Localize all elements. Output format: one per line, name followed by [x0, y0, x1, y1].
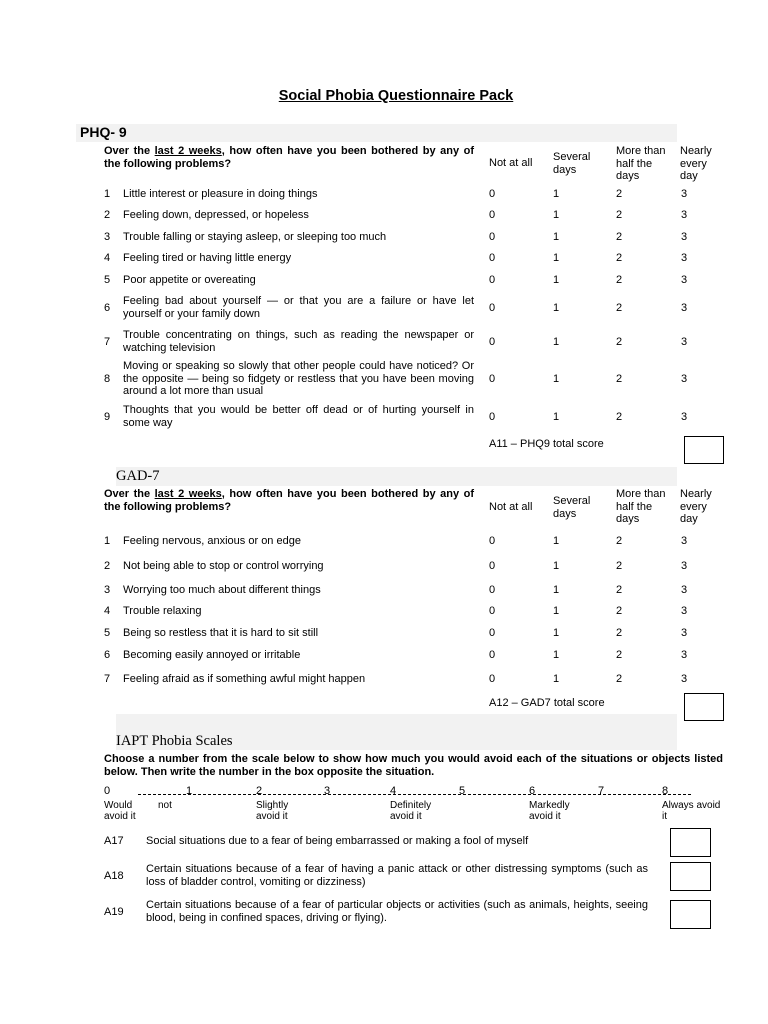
- answer-more-than-half[interactable]: 2: [616, 231, 623, 243]
- question-text: Not being able to stop or control worrying: [123, 560, 324, 572]
- answer-several-days[interactable]: 1: [553, 252, 560, 264]
- question-number: 2: [104, 560, 111, 572]
- scale-number-5: 5: [459, 785, 466, 797]
- phq9-col-nearly-every-day: Nearly every day: [680, 145, 712, 182]
- question-text: Trouble relaxing: [123, 605, 202, 617]
- question-text: Moving or speaking so slowly that other people could have noticed? Or the opposite — being so fidgety or restless that you have been moving around a lot more than usual: [123, 360, 474, 397]
- question-number: 1: [104, 535, 111, 547]
- answer-more-than-half[interactable]: 2: [616, 209, 623, 221]
- phq9-col-more-than-half: More than half the days: [616, 145, 666, 182]
- item-code: A19: [104, 906, 124, 918]
- question-number: 8: [104, 373, 111, 385]
- scale-label-slightly: Slightly avoid it: [256, 800, 289, 822]
- question-text: Poor appetite or overeating: [123, 274, 256, 286]
- answer-nearly-every-day[interactable]: 3: [681, 209, 688, 221]
- answer-several-days[interactable]: 1: [553, 209, 560, 221]
- answer-more-than-half[interactable]: 2: [616, 649, 623, 661]
- answer-nearly-every-day[interactable]: 3: [681, 274, 688, 286]
- answer-more-than-half[interactable]: 2: [616, 336, 623, 348]
- page-title: Social Phobia Questionnaire Pack: [278, 88, 514, 104]
- answer-nearly-every-day[interactable]: 3: [681, 673, 688, 685]
- answer-more-than-half[interactable]: 2: [616, 673, 623, 685]
- answer-more-than-half[interactable]: 2: [616, 605, 623, 617]
- answer-nearly-every-day[interactable]: 3: [681, 373, 688, 385]
- phq9-header-band: [76, 124, 677, 142]
- question-text: Thoughts that you would be better off dead or of hurting yourself in some way: [123, 404, 474, 429]
- question-text: Little interest or pleasure in doing things: [123, 188, 318, 200]
- question-number: 4: [104, 252, 111, 264]
- question-text: Feeling bad about yourself — or that you are a failure or have let yourself or your family down: [123, 295, 474, 320]
- answer-not-at-all[interactable]: 0: [489, 274, 496, 286]
- answer-not-at-all[interactable]: 0: [489, 209, 496, 221]
- answer-nearly-every-day[interactable]: 3: [681, 560, 688, 572]
- question-number: 2: [104, 209, 111, 221]
- iapt-instruction: Choose a number from the scale below to show how much you would avoid each of the situations or objects listed below. Then write the number in the box opposite the situation.: [104, 753, 723, 778]
- item-code: A18: [104, 870, 124, 882]
- iapt-heading: IAPT Phobia Scales: [116, 733, 233, 749]
- item-text: Social situations due to a fear of being embarrassed or making a fool of myself: [146, 835, 529, 847]
- answer-not-at-all[interactable]: 0: [489, 673, 496, 685]
- scale-label-would-avoid: Would avoid it: [104, 800, 136, 822]
- answer-several-days[interactable]: 1: [553, 302, 560, 314]
- scale-dashed-line: [138, 794, 691, 795]
- item-text: Certain situations because of a fear of particular objects or activities (such as animals, heights, seeing blood, being in confined spaces, driving or flying).: [146, 899, 648, 924]
- question-number: 1: [104, 188, 111, 200]
- item-code: A17: [104, 835, 124, 847]
- a17-answer-box[interactable]: [670, 828, 711, 857]
- question-text: Worrying too much about different things: [123, 584, 321, 596]
- answer-not-at-all[interactable]: 0: [489, 584, 496, 596]
- answer-nearly-every-day[interactable]: 3: [681, 627, 688, 639]
- answer-nearly-every-day[interactable]: 3: [681, 535, 688, 547]
- answer-nearly-every-day[interactable]: 3: [681, 188, 688, 200]
- answer-nearly-every-day[interactable]: 3: [681, 649, 688, 661]
- answer-not-at-all[interactable]: 0: [489, 373, 496, 385]
- gad7-total-label: A12 – GAD7 total score: [489, 697, 605, 709]
- answer-more-than-half[interactable]: 2: [616, 274, 623, 286]
- scale-label-markedly: Markedly avoid it: [529, 800, 570, 822]
- gad7-col-more-than-half: More than half the days: [616, 488, 666, 525]
- scale-number-8: 8: [662, 785, 669, 797]
- answer-not-at-all[interactable]: 0: [489, 188, 496, 200]
- answer-more-than-half[interactable]: 2: [616, 627, 623, 639]
- answer-more-than-half[interactable]: 2: [616, 302, 623, 314]
- answer-not-at-all[interactable]: 0: [489, 535, 496, 547]
- answer-more-than-half[interactable]: 2: [616, 411, 623, 423]
- answer-several-days[interactable]: 1: [553, 336, 560, 348]
- scale-label-always: Always avoid it: [662, 800, 721, 822]
- question-number: 3: [104, 584, 111, 596]
- phq9-heading: PHQ- 9: [80, 124, 127, 140]
- answer-more-than-half[interactable]: 2: [616, 188, 623, 200]
- scale-label-not: not: [158, 800, 172, 811]
- answer-several-days[interactable]: 1: [553, 188, 560, 200]
- scale-number-2: 2: [256, 785, 263, 797]
- gad7-total-score-box[interactable]: [684, 693, 724, 721]
- question-number: 6: [104, 649, 111, 661]
- answer-not-at-all[interactable]: 0: [489, 627, 496, 639]
- gad7-col-not-at-all: Not at all: [489, 501, 533, 513]
- answer-nearly-every-day[interactable]: 3: [681, 302, 688, 314]
- scale-number-3: 3: [324, 785, 331, 797]
- answer-not-at-all[interactable]: 0: [489, 252, 496, 264]
- question-text: Being so restless that it is hard to sit still: [123, 627, 319, 639]
- answer-several-days[interactable]: 1: [553, 535, 560, 547]
- answer-not-at-all[interactable]: 0: [489, 649, 496, 661]
- answer-nearly-every-day[interactable]: 3: [681, 605, 688, 617]
- question-text: Feeling nervous, anxious or on edge: [123, 535, 301, 547]
- answer-more-than-half[interactable]: 2: [616, 252, 623, 264]
- answer-not-at-all[interactable]: 0: [489, 231, 496, 243]
- scale-label-definitely: Definitely avoid it: [390, 800, 432, 822]
- scale-number-7: 7: [598, 785, 605, 797]
- answer-several-days[interactable]: 1: [553, 627, 560, 639]
- scale-number-0: 0: [104, 785, 111, 797]
- gad7-col-nearly-every-day: Nearly every day: [680, 488, 712, 525]
- answer-not-at-all[interactable]: 0: [489, 302, 496, 314]
- question-text: Feeling down, depressed, or hopeless: [123, 209, 309, 221]
- answer-not-at-all[interactable]: 0: [489, 605, 496, 617]
- question-text: Feeling afraid as if something awful might happen: [123, 673, 366, 685]
- answer-several-days[interactable]: 1: [553, 673, 560, 685]
- gad7-prompt: Over the last 2 weeks, how often have you been bothered by any of the following problems?: [104, 488, 474, 513]
- question-number: 7: [104, 673, 111, 685]
- question-number: 3: [104, 231, 111, 243]
- question-text: Trouble falling or staying asleep, or sleeping too much: [123, 231, 387, 243]
- gad7-col-several-days: Several days: [553, 495, 591, 520]
- answer-several-days[interactable]: 1: [553, 584, 560, 596]
- answer-not-at-all[interactable]: 0: [489, 411, 496, 423]
- answer-more-than-half[interactable]: 2: [616, 373, 623, 385]
- answer-more-than-half[interactable]: 2: [616, 560, 623, 572]
- answer-several-days[interactable]: 1: [553, 231, 560, 243]
- phq9-col-several-days: Several days: [553, 151, 591, 176]
- question-number: 6: [104, 302, 111, 314]
- phq9-col-not-at-all: Not at all: [489, 157, 533, 169]
- answer-more-than-half[interactable]: 2: [616, 584, 623, 596]
- answer-more-than-half[interactable]: 2: [616, 535, 623, 547]
- gad7-header-band: [116, 467, 677, 486]
- answer-nearly-every-day[interactable]: 3: [681, 411, 688, 423]
- answer-several-days[interactable]: 1: [553, 411, 560, 423]
- question-number: 4: [104, 605, 111, 617]
- answer-nearly-every-day[interactable]: 3: [681, 584, 688, 596]
- a18-answer-box[interactable]: [670, 862, 711, 891]
- answer-not-at-all[interactable]: 0: [489, 336, 496, 348]
- item-text: Certain situations because of a fear of having a panic attack or other distressing symptoms (such as loss of bladder control, vomiting or dizziness): [146, 863, 648, 888]
- question-text: Trouble concentrating on things, such as reading the newspaper or watching television: [123, 329, 474, 354]
- a19-answer-box[interactable]: [670, 900, 711, 929]
- question-number: 5: [104, 627, 111, 639]
- phq9-total-score-box[interactable]: [684, 436, 724, 464]
- answer-several-days[interactable]: 1: [553, 649, 560, 661]
- answer-several-days[interactable]: 1: [553, 274, 560, 286]
- gad7-heading: GAD-7: [116, 468, 160, 484]
- answer-nearly-every-day[interactable]: 3: [681, 231, 688, 243]
- question-text: Feeling tired or having little energy: [123, 252, 292, 264]
- phq9-prompt: Over the last 2 weeks, how often have you been bothered by any of the following problems?: [104, 145, 474, 170]
- scale-number-4: 4: [390, 785, 397, 797]
- scale-number-1: 1: [186, 785, 193, 797]
- answer-nearly-every-day[interactable]: 3: [681, 336, 688, 348]
- answer-not-at-all[interactable]: 0: [489, 560, 496, 572]
- answer-several-days[interactable]: 1: [553, 605, 560, 617]
- answer-several-days[interactable]: 1: [553, 560, 560, 572]
- answer-several-days[interactable]: 1: [553, 373, 560, 385]
- question-text: Becoming easily annoyed or irritable: [123, 649, 301, 661]
- question-number: 9: [104, 411, 111, 423]
- answer-nearly-every-day[interactable]: 3: [681, 252, 688, 264]
- question-number: 7: [104, 336, 111, 348]
- phq9-total-label: A11 – PHQ9 total score: [489, 438, 604, 450]
- scale-number-6: 6: [529, 785, 536, 797]
- question-number: 5: [104, 274, 111, 286]
